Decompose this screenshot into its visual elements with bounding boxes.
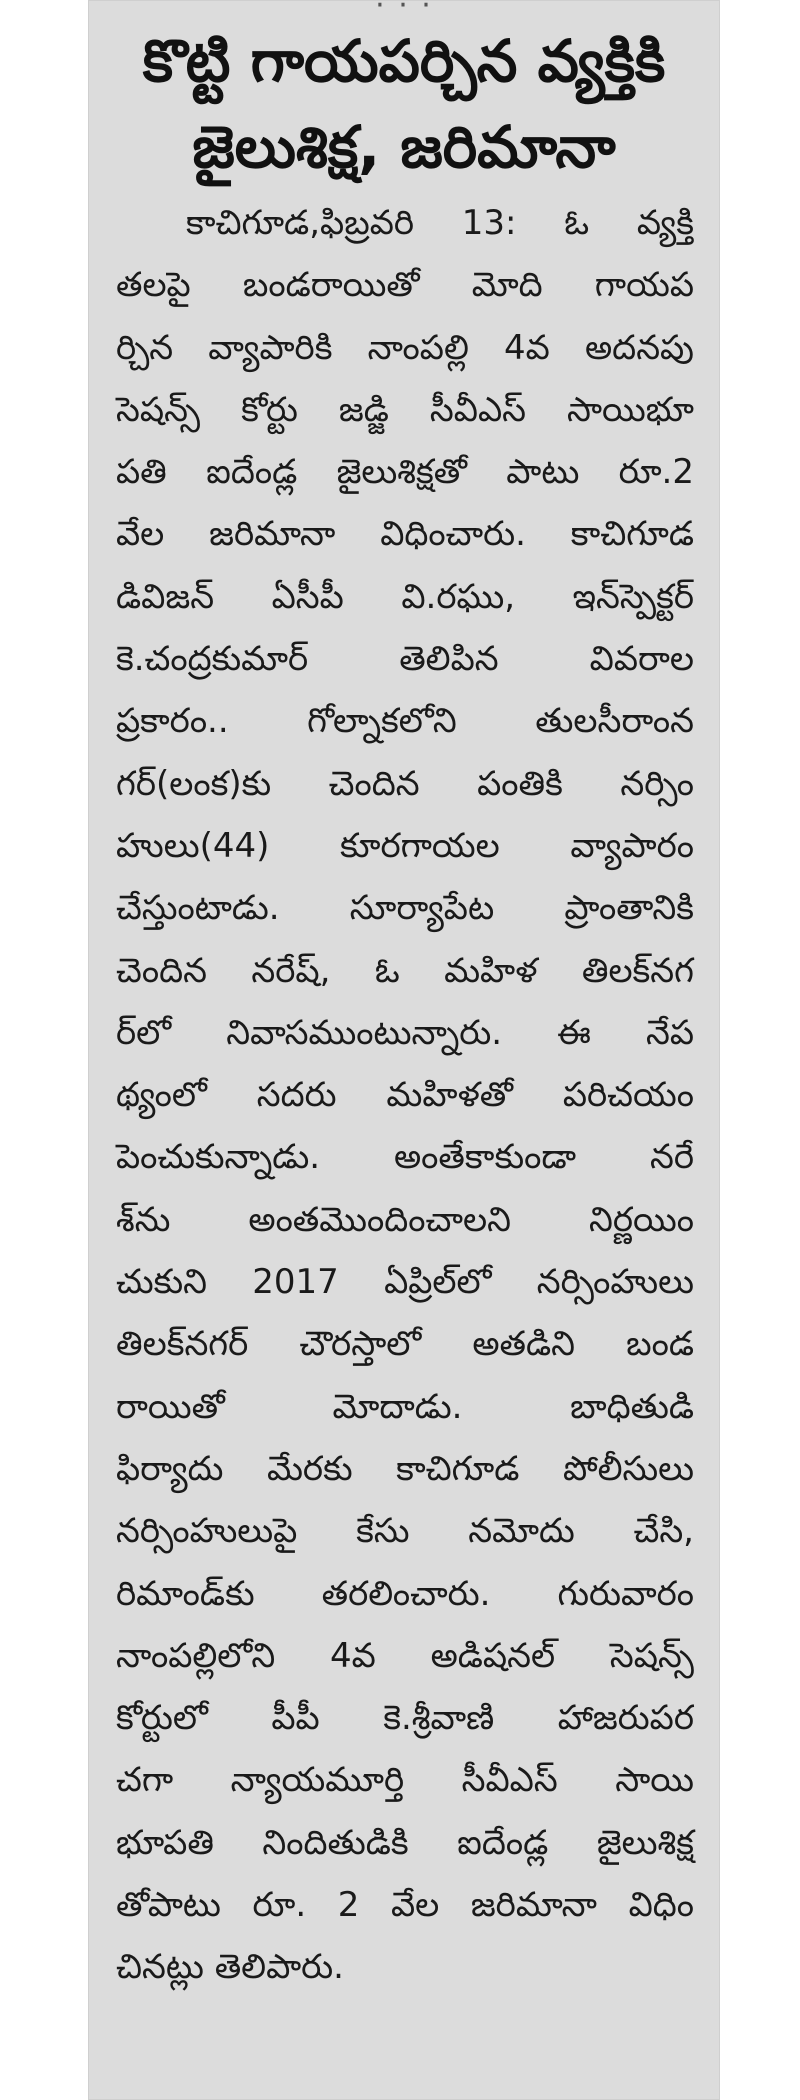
body-line: గర్(లంక)కు చెందిన పంతికి నర్సిం (116, 763, 694, 804)
body-line: తలపై బండరాయితో మోది గాయప (116, 265, 694, 306)
body-line: ర్చిన వ్యాపారికి నాంపల్లి 4వ అదనపు (116, 327, 694, 368)
body-line: హులు(44) కూరగాయల వ్యాపారం (116, 825, 694, 866)
body-line: థ్యంలో సదరు మహిళతో పరిచయం (116, 1075, 694, 1116)
body-line: కాచిగూడ,ఫిబ్రవరి 13: ఓ వ్యక్తి (186, 203, 694, 243)
body-line: రాయితో మోదాడు. బాధితుడి (116, 1386, 694, 1427)
body-line: కోర్టులో పీపీ కె.శ్రీవాణి హాజరుపర (116, 1698, 694, 1739)
body-line: పెంచుకున్నాడు. అంతేకాకుండా నరే (116, 1137, 694, 1178)
article-body (116, 192, 694, 1999)
body-line: శ్‌ను అంతమొందించాలని నిర్ణయిం (116, 1199, 694, 1240)
body-line: సెషన్స్ కోర్టు జడ్జి సీవీఎస్ సాయిభూ (116, 389, 694, 430)
body-line: పతి ఐదేండ్ల జైలుశిక్షతో పాటు రూ.2 (116, 452, 694, 493)
body-line: ఫిర్యాదు మేరకు కాచిగూడ పోలీసులు (116, 1448, 694, 1489)
headline-line-1: కొట్టి గాయపర్చిన వ్యక్తికి (142, 27, 666, 95)
headline (88, 18, 720, 190)
headline-line-2: జైలుశిక్ష, జరిమానా (192, 113, 616, 181)
cut-off-previous-text: · · · (375, 0, 433, 23)
body-line: చగా న్యాయమూర్తి సీవీఎస్ సాయి (116, 1760, 694, 1801)
body-line: చెందిన నరేష్, ఓ మహిళ తిలక్‌నగ (116, 950, 694, 991)
body-line: రిమాండ్‌కు తరలించారు. గురువారం (116, 1573, 694, 1614)
body-line: డివిజన్ ఏసీపీ వి.రఘు, ఇన్‌స్పెక్టర్ (116, 576, 694, 617)
body-line: చినట్లు తెలిపారు. (116, 1947, 344, 1988)
body-line: చుకుని 2017 ఏప్రిల్‌లో నర్సింహులు (116, 1262, 694, 1303)
body-line: కె.చంద్రకుమార్ తెలిపిన వివరాల (116, 639, 694, 680)
body-line: తోపాటు రూ. 2 వేల జరిమానా విధిం (116, 1885, 694, 1926)
news-clipping (88, 0, 720, 2100)
body-line: వేల జరిమానా విధించారు. కాచిగూడ (116, 514, 694, 555)
body-line: భూపతి నిందితుడికి ఐదేండ్ల జైలుశిక్ష (116, 1822, 694, 1863)
body-line: ర్‌లో నివాసముంటున్నారు. ఈ నేప (116, 1012, 694, 1053)
body-line: చేస్తుంటాడు. సూర్యాపేట ప్రాంతానికి (116, 888, 694, 929)
body-line: నర్సింహులుపై కేసు నమోదు చేసి, (116, 1511, 694, 1552)
body-line: ప్రకారం.. గోల్నాకలోని తులసీరాంన (116, 701, 694, 742)
body-line: తిలక్‌నగర్ చౌరస్తాలో అతడిని బండ (116, 1324, 694, 1365)
body-line: నాంపల్లిలోని 4వ అడిషనల్ సెషన్స్ (116, 1635, 694, 1676)
